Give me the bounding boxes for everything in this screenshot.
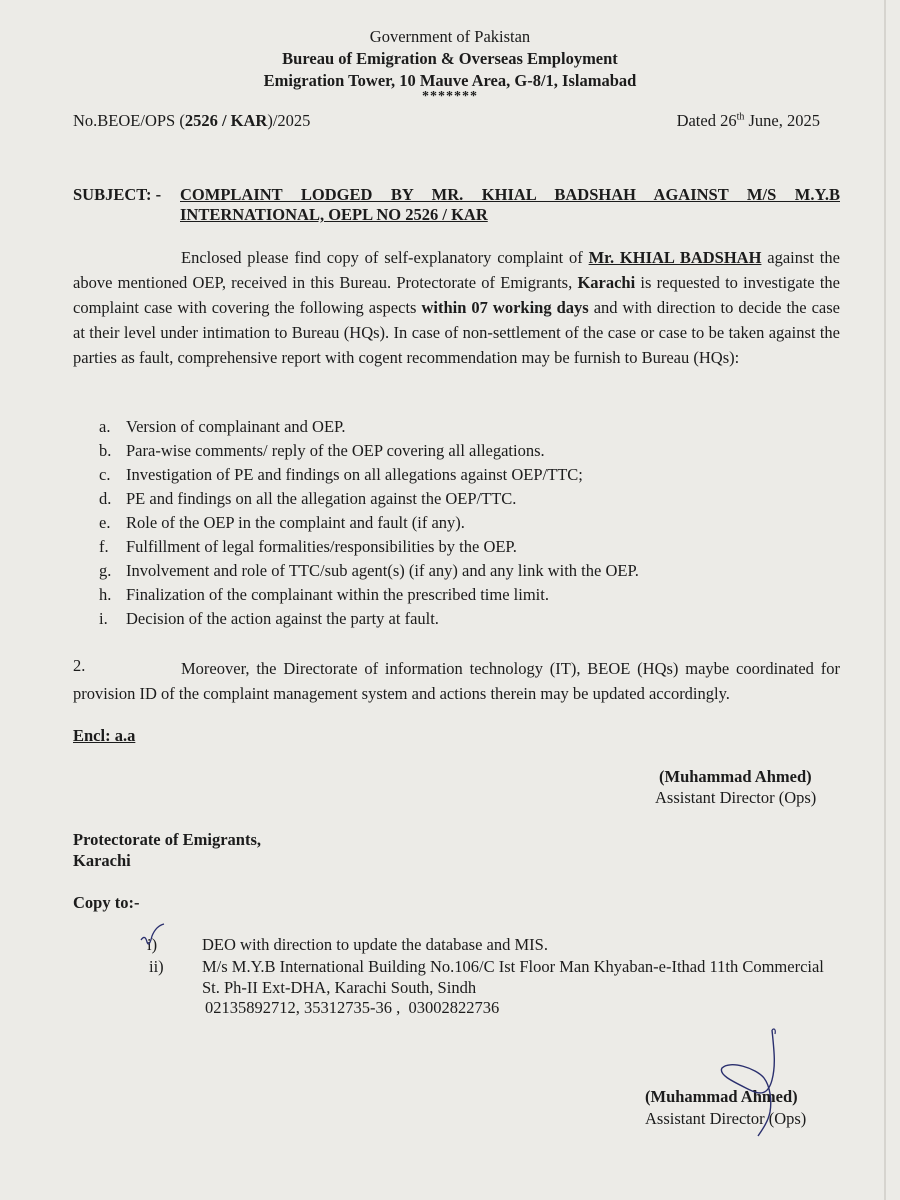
subject-line-1: COMPLAINT LODGED BY MR. KHIAL BADSHAH AGAINST M/S M.Y.B (180, 185, 840, 204)
signatory-title-copy: Assistant Director (Ops) (645, 1109, 807, 1128)
header-stars: ******* (422, 89, 478, 104)
paragraph-1: Enclosed please find copy of self-explanatory complaint of Mr. KHIAL BADSHAH against the above mentioned OEP, received in this Bureau. Protectorate of Emigrants, Karachi is requested to investigate the complaint case with covering the following aspects within 07 working days and with direction to decide the case at their level under intimation to Bureau (HQs). In case of non-settlement of the case or case to be taken against the parties as fault, comprehensive report with cogent recommendation may be furnish to Bureau (HQs): (73, 248, 840, 367)
header-address: Emigration Tower, 10 Mauve Area, G-8/1, Islamabad (263, 71, 637, 90)
signatory-name-copy: (Muhammad Ahmed) (645, 1087, 798, 1106)
reference-number: No.BEOE/OPS (2526 / KAR)/2025 (73, 111, 311, 130)
page-edge-shadow (884, 0, 886, 1200)
enclosure-note: Encl: a.a (73, 726, 136, 745)
signatory-title: Assistant Director (Ops) (655, 788, 817, 807)
signatory-name: (Muhammad Ahmed) (659, 767, 812, 786)
paragraph-2: Moreover, the Directorate of information technology (IT), BEOE (HQs) maybe coordinated for provision ID of the complaint management system and actions therein may be updated accordingly. (73, 659, 840, 703)
header-government: Government of Pakistan (369, 27, 531, 46)
contact-phones: 02135892712, 35312735-36 , 03002822736 (205, 998, 500, 1017)
addressee-line-2: Karachi (73, 851, 131, 870)
subject-line-2: INTERNATIONAL, OEPL NO 2526 / KAR (180, 205, 488, 224)
copy-to-label: Copy to:- (73, 893, 140, 912)
paragraph-2-number: 2. (73, 656, 86, 675)
letter-date: Dated 26th June, 2025 (676, 111, 820, 130)
addressee-line-1: Protectorate of Emigrants, (73, 830, 262, 849)
header-bureau: Bureau of Emigration & Overseas Employment (282, 49, 618, 68)
subject-label: SUBJECT: - (73, 185, 162, 204)
